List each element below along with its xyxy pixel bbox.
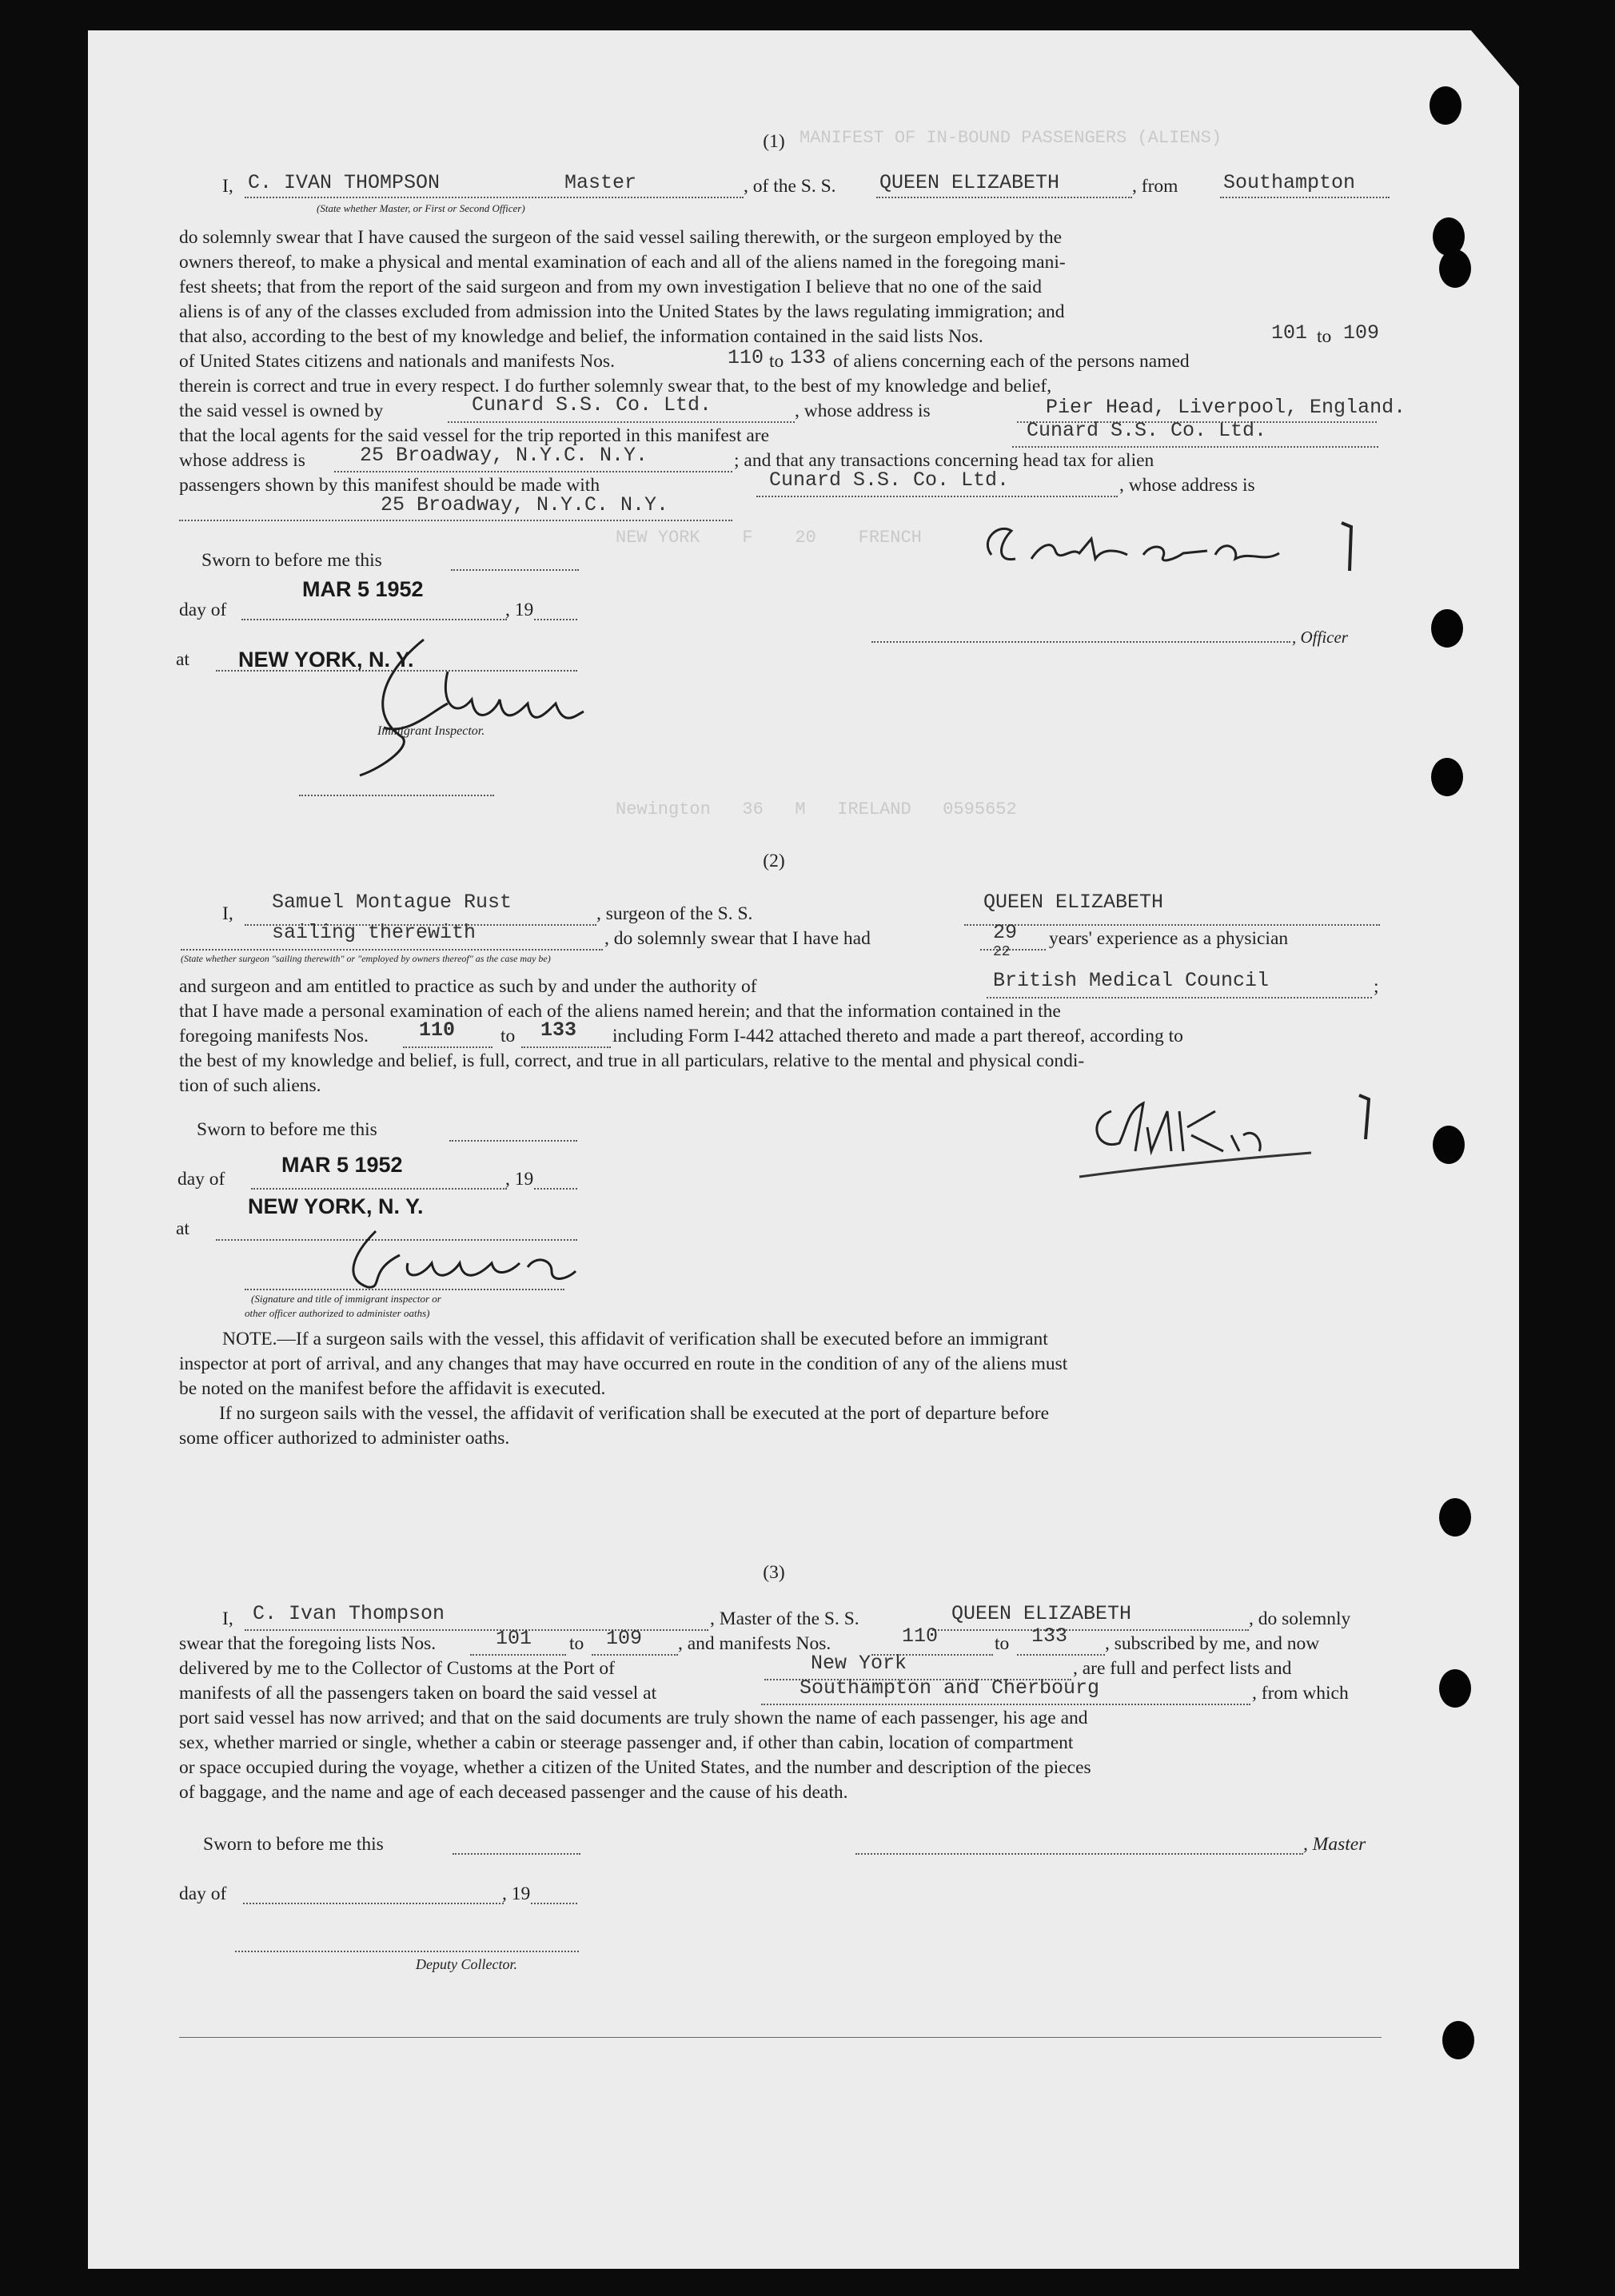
manifests-from: 110: [728, 346, 764, 369]
note-line: [222, 1327, 1048, 1351]
punch-hole: [1430, 86, 1461, 125]
manifests-from: 110: [902, 1624, 939, 1648]
ship-name: QUEEN ELIZABETH: [983, 891, 1164, 914]
year-label: , 19: [502, 1883, 531, 1904]
s3-para-line: of baggage, and the name and age of each deceased passenger and the cause of his death.: [179, 1782, 848, 1803]
s2-authority-label: and surgeon and am entitled to practice as such by and under the authority of: [179, 976, 757, 997]
s3-subscribed-label: , subscribed by me, and now: [1105, 1633, 1320, 1654]
sworn-label: Sworn to before me this: [203, 1834, 384, 1855]
bleed-through-text: Newington 36 M IRELAND 0595652: [616, 799, 1017, 819]
s1-para-line: do solemnly swear that I have caused the surgeon of the said vessel sailing therewith, or the surgeon employed by the: [179, 227, 1063, 248]
s2-para-line: that I have made a personal examination of each of the aliens named herein; and that the information contained in the: [179, 1001, 1061, 1022]
place-stamp: NEW YORK, N. Y.: [248, 1194, 424, 1218]
s3-port-label: delivered by me to the Collector of Customs at the Port of: [179, 1658, 615, 1679]
s3-i-label: I,: [222, 1608, 233, 1629]
punch-hole: [1442, 2021, 1474, 2059]
s1-owner-label: the said vessel is owned by: [179, 401, 384, 421]
surgeon-name: Samuel Montague Rust: [272, 891, 512, 914]
s1-agents-address-label: whose address is: [179, 450, 305, 471]
s2-manifests-label: foregoing manifests Nos.: [179, 1026, 369, 1046]
master-name: C. Ivan Thompson: [253, 1602, 445, 1625]
s2-para-line: including Form I-442 attached thereto and made a part thereof, according to: [612, 1026, 1183, 1046]
punch-hole: [1439, 249, 1471, 288]
tax-agent-address: 25 Broadway, N.Y.C. N.Y.: [381, 493, 669, 516]
vessel-owner: Cunard S.S. Co. Ltd.: [472, 393, 712, 417]
s1-line1-label: I,: [222, 176, 233, 197]
s1-agents-label: that the local agents for the said vessel for the trip reported in this manifest are: [179, 425, 770, 446]
note-line: some officer authorized to administer oaths.: [179, 1428, 510, 1449]
date-stamp: MAR 5 1952: [302, 577, 424, 601]
s3-para-line: or space occupied during the voyage, whether a citizen of the United States, and the number and description of the pieces: [179, 1757, 1091, 1778]
lists-from: 101: [1271, 321, 1308, 345]
year-label: , 19: [505, 600, 534, 620]
collector-title: Deputy Collector.: [416, 1956, 517, 1972]
manifests-to: 133: [790, 346, 827, 369]
section-number-1: (1): [763, 131, 785, 152]
footer-rule: [179, 2037, 1382, 2038]
s1-taxagent-label: passengers shown by this manifest should be made with: [179, 475, 600, 496]
note-label: NOTE.: [222, 1329, 277, 1349]
section-number-3: (3): [763, 1562, 785, 1583]
s3-embark-end: , from which: [1252, 1683, 1349, 1704]
local-agents: Cunard S.S. Co. Ltd.: [1027, 419, 1267, 442]
s1-para-line: fest sheets; that from the report of the said surgeon and from my own investigation I believe that no one of the said: [179, 277, 1042, 297]
s1-para-line: that also, according to the best of my knowledge and belief, the information contained in the said lists Nos.: [179, 326, 983, 347]
s2-para-line: the best of my knowledge and belief, is full, correct, and true in all particulars, relative to the mental and physical condi-: [179, 1050, 1085, 1071]
punch-hole: [1439, 1669, 1471, 1708]
punch-hole: [1431, 609, 1463, 648]
at-label: at: [176, 649, 189, 670]
master-name: C. IVAN THOMPSON: [248, 171, 441, 194]
s1-line1-ship-label: , of the S. S.: [744, 176, 836, 197]
master-rank: Master: [564, 171, 637, 194]
s1-para-line: aliens is of any of the classes excluded from admission into the United States by the laws regulating immigration; and: [179, 301, 1065, 322]
master-signature: [975, 515, 1375, 579]
s2-para-line: tion of such aliens.: [179, 1075, 321, 1096]
s2-line1-label: , surgeon of the S. S.: [596, 903, 753, 924]
bleed-through-text: NEW YORK F 20 FRENCH: [616, 528, 922, 548]
arrival-port: New York: [811, 1652, 907, 1675]
master-title: , Master: [1303, 1834, 1366, 1855]
s3-para-line: sex, whether married or single, whether a cabin or steerage passenger and, if other than cabin, location of compartment: [179, 1732, 1074, 1753]
departure-port: Southampton: [1223, 171, 1356, 194]
inspector-signature: [336, 624, 592, 791]
s1-para-line: owners thereof, to make a physical and mental examination of each and all of the aliens named in the foregoing mani-: [179, 252, 1066, 273]
s1-headtax-label: ; and that any transactions concerning head tax for alien: [734, 450, 1154, 471]
day-of-label: day of: [179, 1883, 227, 1904]
punch-hole: [1433, 1126, 1465, 1164]
owner-address: Pier Head, Liverpool, England.: [1046, 396, 1406, 419]
punch-hole: [1431, 758, 1463, 796]
date-stamp: MAR 5 1952: [281, 1153, 403, 1177]
agents-address: 25 Broadway, N.Y.C. N.Y.: [360, 444, 648, 467]
s1-owner-address-label: , whose address is: [795, 401, 931, 421]
day-of-label: day of: [179, 600, 227, 620]
manifests-to: 133: [540, 1018, 577, 1042]
section-number-2: (2): [763, 851, 785, 871]
punch-hole: [1439, 1498, 1471, 1537]
signature-note: (Signature and title of immigrant inspector or: [251, 1293, 441, 1305]
surgeon-signature: [1071, 1079, 1391, 1183]
s3-line1-end: , do solemnly: [1249, 1608, 1351, 1629]
s3-port-end: , are full and perfect lists and: [1073, 1658, 1292, 1679]
manifests-from: 110: [419, 1018, 456, 1042]
s1-taxagent-address-label: , whose address is: [1119, 475, 1255, 496]
to-label: to: [569, 1633, 584, 1654]
s1-para-line: therein is correct and true in every respect. I do further solemnly swear that, to the best of my knowledge and belief,: [179, 376, 1052, 397]
note-line: be noted on the manifest before the affidavit is executed.: [179, 1378, 606, 1399]
s2-line2-label: , do solemnly swear that I have had: [604, 928, 871, 949]
inspector-title: Immigrant Inspector.: [377, 724, 485, 738]
manifests-to: 133: [1031, 1624, 1068, 1648]
s3-lists-label: swear that the foregoing lists Nos.: [179, 1633, 437, 1654]
sworn-label: Sworn to before me this: [201, 550, 382, 571]
s3-manifests-label: , and manifests Nos.: [678, 1633, 831, 1654]
ship-name: QUEEN ELIZABETH: [879, 171, 1060, 194]
s3-embark-label: manifests of all the passengers taken on board the said vessel at: [179, 1683, 657, 1704]
signature-note: other officer authorized to administer oaths): [245, 1307, 430, 1319]
embarkation-ports: Southampton and Cherbourg: [800, 1676, 1100, 1700]
to-label: to: [1317, 326, 1332, 347]
tax-agent: Cunard S.S. Co. Ltd.: [769, 468, 1010, 492]
s2-line2b-label: years' experience as a physician: [1049, 928, 1289, 949]
s1-para-line: of aliens concerning each of the persons named: [833, 351, 1190, 372]
lists-to: 109: [1343, 321, 1380, 345]
s1-para-line: of United States citizens and nationals and manifests Nos.: [179, 351, 615, 372]
s2-i-label: I,: [222, 903, 233, 924]
s1-line1-from-label: , from: [1132, 176, 1178, 197]
to-label: to: [995, 1633, 1010, 1654]
day-of-label: day of: [177, 1169, 225, 1190]
years-experience-alt: 22: [993, 944, 1011, 960]
lists-from: 101: [496, 1627, 532, 1650]
bleed-through-text: MANIFEST OF IN-BOUND PASSENGERS (ALIENS): [800, 128, 1222, 148]
note-line: inspector at port of arrival, and any changes that may have occurred en route in the condition of any of the aliens must: [179, 1353, 1068, 1374]
s3-para-line: port said vessel has now arrived; and that on the said documents are truly shown the name of each passenger, his age and: [179, 1708, 1088, 1728]
note-text: —If a surgeon sails with the vessel, this affidavit of verification shall be executed before an immigrant: [277, 1329, 1048, 1349]
at-label: at: [176, 1218, 189, 1239]
surgeon-status: sailing therewith: [272, 921, 477, 944]
note-line: If no surgeon sails with the vessel, the affidavit of verification shall be executed at the port of departure before: [219, 1403, 1049, 1424]
rank-note: (State whether Master, or First or Second Officer): [317, 202, 525, 214]
to-label: to: [769, 351, 784, 372]
medical-authority: British Medical Council: [993, 969, 1270, 992]
officer-label: , Officer: [1292, 628, 1348, 647]
sworn-label: Sworn to before me this: [197, 1119, 377, 1140]
lists-to: 109: [606, 1627, 643, 1650]
ship-name: QUEEN ELIZABETH: [951, 1602, 1132, 1625]
surgeon-status-note: (State whether surgeon "sailing therewith" or "employed by owners thereof" as the case may be): [181, 953, 551, 964]
s2-authority-end: ;: [1374, 976, 1379, 997]
place-stamp: NEW YORK, N. Y.: [238, 648, 414, 672]
s3-line1-label: , Master of the S. S.: [710, 1608, 859, 1629]
year-label: , 19: [505, 1169, 534, 1190]
inspector-signature: [312, 1223, 584, 1295]
to-label: to: [500, 1026, 516, 1046]
years-experience: 29: [993, 921, 1018, 944]
